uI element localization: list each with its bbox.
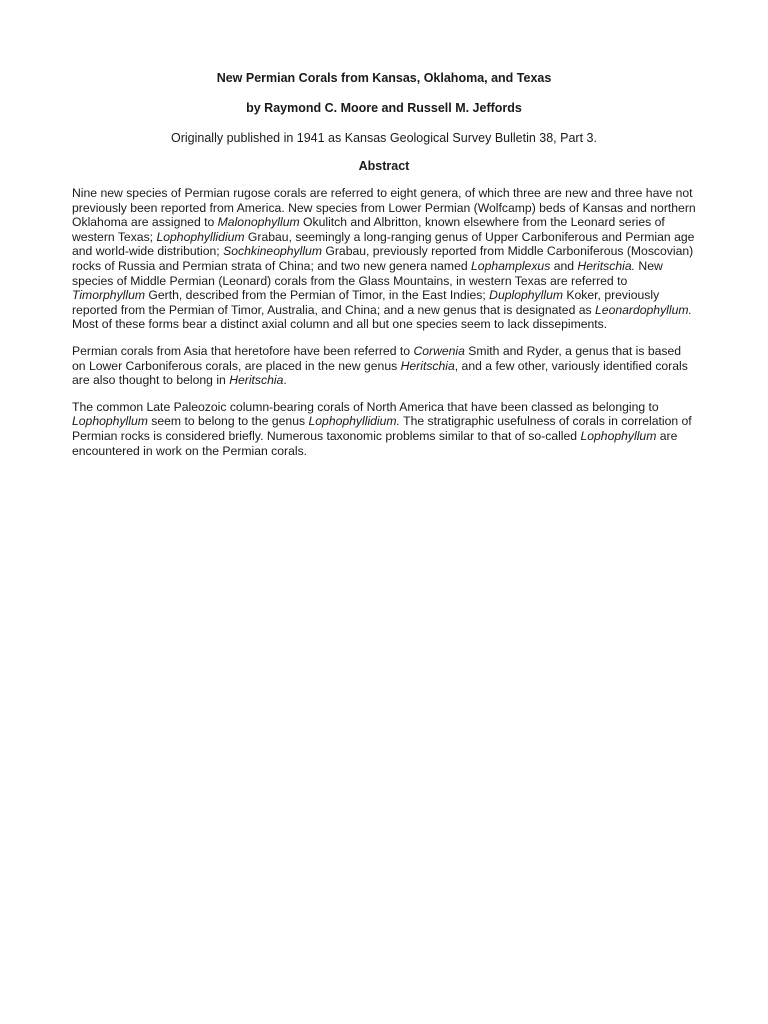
genus-name: Duplophyllum (489, 288, 563, 303)
genus-name: Heritschia (229, 373, 284, 388)
text-run: New species of Middle Permian (Leonard) corals from the Glass Mountains, in western Texas are referred to (72, 258, 663, 288)
text-run: Grabau, previously reported from Middle Carboniferous (Moscovian) rocks of Russia and Permian strata of China; and two new genera named (72, 244, 694, 273)
text-run: . (283, 373, 287, 388)
text-run: Smith and Ryder, a genus that is based on Lower Carboniferous corals, are placed in the new genus (72, 343, 682, 373)
text-run: The common Late Paleozoic column-bearing corals of North America that have been classed as belonging to (72, 399, 659, 414)
abstract-paragraph-1 (72, 186, 696, 332)
text-run: Gerth, described from the Permian of Timor, in the East Indies; (145, 288, 490, 303)
genus-name: Lophophyllidium (156, 229, 245, 244)
genus-name: Heritschia. (577, 258, 635, 273)
text-run: Nine new species of Permian rugose corals are referred to eight genera, of which three are new and three have not previously been reported from America. New species from Lower Permian (Wolfcamp) beds of Kansas and northern Oklahoma are assigned to (72, 186, 696, 230)
text-run: seem to belong to the genus (147, 414, 309, 429)
genus-name: Lophophyllidium. (308, 414, 400, 429)
author-byline: by Raymond C. Moore and Russell M. Jeffords (246, 101, 522, 115)
genus-name: Corwenia (413, 343, 465, 358)
text-run: are encountered in work on the Permian corals. (72, 428, 678, 458)
text-run: Most of these forms bear a distinct axial column and all but one species seem to lack dissepiments. (72, 317, 608, 332)
abstract-heading: Abstract (358, 159, 410, 173)
genus-name: Lophophyllum (72, 414, 148, 429)
genus-name: Sochkineophyllum (223, 244, 322, 259)
abstract-paragraph-2 (72, 344, 696, 388)
genus-name: Lophophyllum (580, 428, 657, 443)
genus-name: Leonardophyllum. (595, 302, 692, 317)
text-run: Okulitch and Albritton, known elsewhere from the Leonard series of western Texas; (72, 215, 665, 244)
text-run: Grabau, seemingly a long-ranging genus of Upper Carboniferous and Permian age and world-wide distribution; (72, 229, 695, 259)
genus-name: Malonophyllum (217, 215, 300, 230)
text-run: and (550, 258, 578, 273)
genus-name: Timorphyllum (72, 288, 146, 303)
abstract-paragraph-3 (72, 400, 696, 458)
genus-name: Lophamplexus (471, 258, 551, 273)
text-run: , and a few other, variously identified corals are also thought to belong in (72, 358, 688, 388)
document-title: New Permian Corals from Kansas, Oklahoma, and Texas (216, 71, 552, 85)
genus-name: Heritschia (400, 358, 455, 373)
publication-note: Originally published in 1941 as Kansas Geological Survey Bulletin 38, Part 3. (171, 131, 597, 145)
document-page (72, 64, 696, 458)
text-run: Permian corals from Asia that heretofore have been referred to (72, 343, 414, 358)
text-run: The stratigraphic usefulness of corals in correlation of Permian rocks is considered briefly. Numerous taxonomic problems similar to that of so-called (72, 414, 692, 443)
text-run: Koker, previously reported from the Permian of Timor, Australia, and China; and a new genus that is designated as (72, 288, 660, 317)
